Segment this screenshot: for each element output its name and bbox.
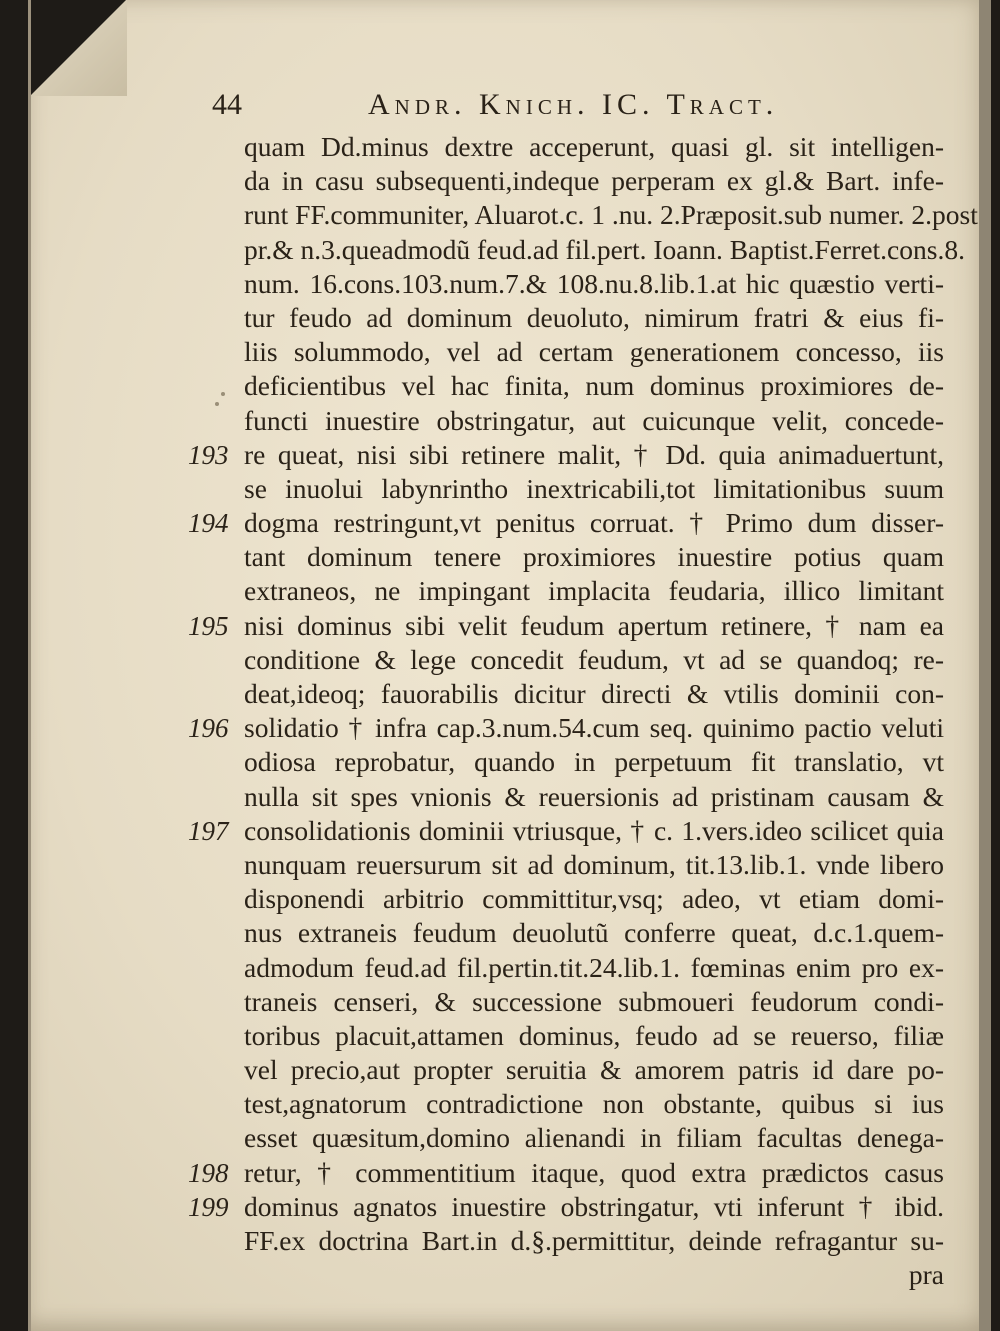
margin-number: 198 [188,1157,229,1188]
line-text: nulla sit spes vnionis & reuersionis ad pristinam causam & [244,780,944,812]
text-line [188,814,944,848]
running-head: Andr. Knich. IC. Tract. [368,88,779,121]
text-line [188,711,944,745]
text-line [244,1121,944,1155]
line-text: nunquam reuersurum sit ad dominum, tit.13.lib.1. vnde libero [244,848,944,880]
text-line [244,472,944,506]
line-text: da in casu subsequenti,indeque perperam ex gl.& Bart. infe- [244,165,944,197]
paper-spot [215,402,219,406]
text-line [244,1087,944,1121]
text-line [244,985,944,1019]
line-text: re queat, nisi sibi retinere malit, † Dd. quia animaduertunt, [244,438,944,470]
corner-cutout [31,0,126,95]
text-line [244,540,944,574]
line-text: functi inuestire obstringatur, aut cuicunque velit, concede- [244,404,944,436]
text-line [188,506,944,540]
page-edge [979,0,991,1331]
line-text: liis solummodo, vel ad certam generationem concesso, iis [244,336,944,368]
margin-number: 197 [188,815,229,846]
line-text: tur feudo ad dominum deuoluto, nimirum fratri & eius fi- [244,301,944,333]
line-text: test,agnatorum contradictione non obstante, quibus si ius [244,1088,944,1120]
line-text: odiosa reprobatur, quando in perpetuum fit translatio, vt [244,746,944,778]
text-line [244,848,944,882]
text-line [188,438,944,472]
text-line [244,1053,944,1087]
line-text: pr.& n.3.queadmodũ feud.ad fil.pert. Ioann. Baptist.Ferret.cons.8. [244,233,965,265]
line-text: retur, † commentitium itaque, quod extra prædictos casus [244,1156,944,1188]
text-line [244,745,944,779]
line-text: vel precio,aut propter seruitia & amorem patris id dare po- [244,1054,944,1086]
margin-number: 194 [188,508,229,539]
line-text: se inuolui labynrintho inextricabili,tot limitationibus suum [244,472,944,504]
line-text: num. 16.cons.103.num.7.& 108.nu.8.lib.1.at hic quæstio verti- [244,267,944,299]
margin-number: 193 [188,439,229,470]
text-line [244,882,944,916]
line-text: deficientibus vel hac finita, num dominus proximiores de- [244,370,944,402]
margin-number: 196 [188,713,229,744]
text-line [244,164,944,198]
text-line [244,643,944,677]
line-text: extraneos, ne impingant implacita feudaria, illico limitant [244,575,944,607]
text-line [188,1156,944,1190]
line-text: FF.ex doctrina Bart.in d.§.permittitur, deinde refragantur su- [244,1225,944,1256]
page-number: 44 [212,88,242,121]
text-line [188,1190,944,1224]
line-text: consolidationis dominii vtriusque, † c. 1.vers.ideo scilicet quia [244,814,944,846]
text-line [244,574,944,608]
margin-number: 199 [188,1191,229,1222]
line-text: disponendi arbitrio committitur,vsq; adeo, vt etiam domi- [244,883,944,915]
text-line [244,369,944,403]
catchword: pra [908,1259,944,1291]
paper-spot [221,392,225,396]
text-line [244,404,944,438]
text-line [244,233,965,267]
line-text: dominus agnatos inuestire obstringatur, vti inferunt † ibid. [244,1190,944,1222]
text-line [244,198,978,232]
line-text: nisi dominus sibi velit feudum apertum retinere, † nam ea [244,609,944,641]
text-line [244,301,944,335]
line-text: admodum feud.ad fil.pertin.tit.24.lib.1. fœminas enim pro ex- [244,951,944,983]
margin-number: 195 [188,610,229,641]
text-line [244,1019,944,1053]
text-line [244,130,944,164]
line-text: traneis censeri, & successione submoueri feudorum condi- [244,985,944,1017]
text-line [244,677,944,711]
line-text: nus extraneis feudum deuolutũ conferre queat, d.c.1.quem- [244,917,944,949]
text-line [244,267,944,301]
line-text: solidatio † infra cap.3.num.54.cum seq. quinimo pactio veluti [244,712,944,744]
line-text: esset quæsitum,domino alienandi in filiam facultas denega- [244,1122,944,1154]
text-line [244,335,944,369]
line-text: dogma restringunt,vt penitus corruat. † Primo dum disser- [244,507,944,539]
line-text: conditione & lege concedit feudum, vt ad se quandoq; re- [244,643,944,675]
line-text: runt FF.communiter, Aluarot.c. 1 .nu. 2.Præposit.sub numer. 2.post [244,199,978,231]
text-line [244,916,944,950]
line-text: toribus placuit,attamen dominus, feudo ad se reuerso, filiæ [244,1019,944,1051]
page-header [212,88,972,128]
line-text: quam Dd.minus dextre acceperunt, quasi gl. sit intelligen- [244,131,944,162]
line-text: deat,ideoq; fauorabilis dicitur directi & vtilis dominii con- [244,678,944,709]
line-text: tant dominum tenere proximiores inuestire potius quam [244,541,944,573]
text-line [244,951,944,985]
text-line [244,780,944,814]
body-text [188,130,978,1292]
text-line [244,1224,944,1258]
text-line [188,609,944,643]
